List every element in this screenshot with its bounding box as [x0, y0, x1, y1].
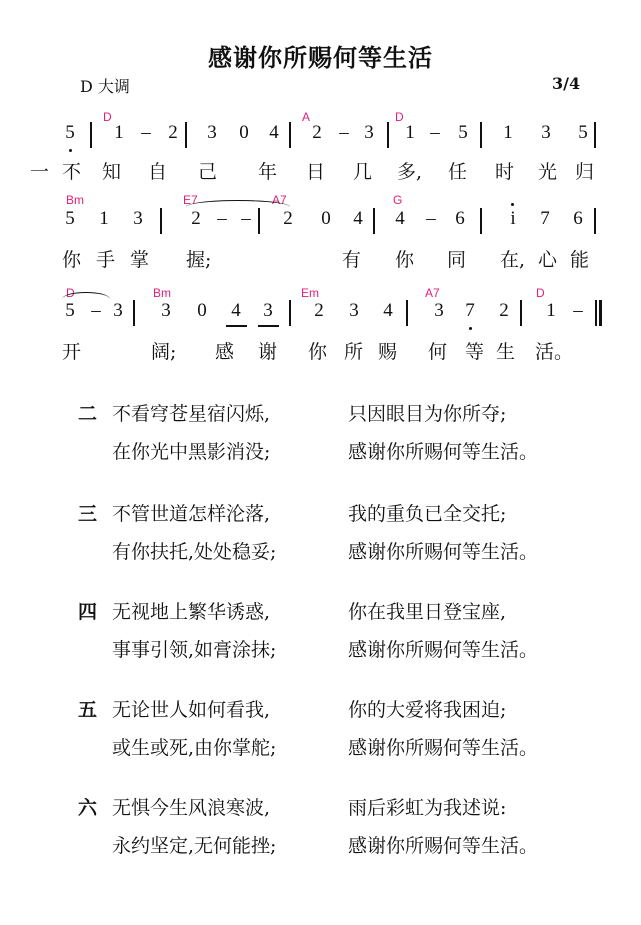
lyric-syllable: 握;	[186, 249, 212, 271]
jianpu-note: 2	[499, 300, 509, 321]
bar-line	[373, 208, 375, 234]
jianpu-note: 3	[133, 208, 143, 229]
lyric-syllable: 多,	[397, 161, 423, 183]
bar-line	[594, 122, 596, 148]
lyric-syllable: 心	[538, 249, 558, 271]
lyric-syllable: 何	[428, 341, 448, 363]
verse-line: 有你扶托,处处稳妥;	[112, 541, 277, 563]
chord-symbol: Em	[301, 286, 319, 300]
jianpu-note: 0	[197, 300, 207, 321]
lyric-syllable: 赐	[378, 341, 398, 363]
chord-symbol: G	[393, 193, 403, 207]
verse-number: 四	[78, 601, 98, 623]
verse-line: 感谢你所赐何等生活。	[348, 441, 539, 463]
jianpu-note: 3	[364, 122, 374, 143]
verse-line: 在你光中黑影消没;	[112, 441, 271, 463]
jianpu-note: 3	[207, 122, 217, 143]
verse-line: 感谢你所赐何等生活。	[348, 835, 539, 857]
jianpu-note: 2	[312, 122, 322, 143]
song-title: 感谢你所赐何等生活	[208, 43, 433, 72]
verse-line: 你在我里日登宝座,	[348, 601, 507, 623]
chord-symbol: D	[66, 286, 75, 300]
jianpu-note: –	[91, 300, 101, 321]
lyric-syllable: 不	[62, 161, 82, 183]
jianpu-note: 4	[395, 208, 405, 229]
lyric-syllable: 手	[96, 249, 116, 271]
jianpu-note: –	[426, 208, 436, 229]
lyric-syllable: 谢	[258, 341, 278, 363]
verse-line: 我的重负已全交托;	[348, 503, 507, 525]
bar-line	[185, 122, 187, 148]
jianpu-note: 2	[168, 122, 178, 143]
jianpu-note: 3	[349, 300, 359, 321]
bar-line	[289, 300, 291, 326]
jianpu-note: 3	[541, 122, 551, 143]
bar-line	[289, 122, 291, 148]
lyric-syllable: 知	[102, 161, 122, 183]
verse-line: 事事引领,如膏涂抹;	[112, 639, 277, 661]
lyric-syllable: 自	[148, 161, 168, 183]
lyric-syllable: 有	[342, 249, 362, 271]
jianpu-note: i	[510, 208, 516, 229]
verse-line: 永约坚定,无何能挫;	[112, 835, 277, 857]
jianpu-note: 3	[113, 300, 123, 321]
octave-low-dot	[469, 327, 472, 330]
chord-symbol: A7	[272, 193, 287, 207]
tie-slur	[62, 292, 110, 299]
bar-line	[480, 122, 482, 148]
chord-symbol: Bm	[153, 286, 171, 300]
jianpu-note: 6	[455, 208, 465, 229]
jianpu-note: 1	[503, 122, 513, 143]
jianpu-note: 3	[263, 300, 273, 321]
lyric-syllable: 光	[538, 161, 558, 183]
chord-symbol: D	[395, 110, 404, 124]
lyric-syllable: 几	[353, 161, 373, 183]
lyric-syllable: 阔;	[151, 341, 177, 363]
verse-line: 只因眼目为你所夺;	[348, 403, 507, 425]
verse-line: 无惧今生风浪寒波,	[112, 797, 271, 819]
jianpu-note: –	[573, 300, 583, 321]
lyric-syllable: 等	[465, 341, 485, 363]
jianpu-note: 5	[65, 300, 75, 321]
jianpu-note: –	[430, 122, 440, 143]
jianpu-note: –	[241, 208, 251, 229]
octave-high-dot	[511, 203, 514, 206]
lyric-syllable: 你	[395, 249, 415, 271]
jianpu-note: 0	[239, 122, 249, 143]
lyric-syllable: 你	[62, 249, 82, 271]
double-bar-line	[595, 300, 597, 326]
verse-number: 五	[78, 699, 98, 721]
lyric-syllable: 在,	[500, 249, 526, 271]
lyric-syllable: 开	[62, 341, 82, 363]
underline-beam	[226, 325, 247, 327]
jianpu-note: –	[339, 122, 349, 143]
verse-line: 你的大爱将我困迫;	[348, 699, 507, 721]
lyric-syllable: 任	[448, 161, 468, 183]
jianpu-note: 4	[269, 122, 279, 143]
lyric-syllable: 同	[447, 249, 467, 271]
verse-line: 感谢你所赐何等生活。	[348, 737, 539, 759]
jianpu-note: 7	[540, 208, 550, 229]
lyric-syllable: 掌	[130, 249, 150, 271]
lyric-syllable: 年	[258, 161, 278, 183]
time-signature: 3/4	[552, 74, 581, 93]
bar-line	[160, 208, 162, 234]
jianpu-note: 4	[231, 300, 241, 321]
verse-line: 感谢你所赐何等生活。	[348, 639, 539, 661]
jianpu-note: 1	[99, 208, 109, 229]
jianpu-note: –	[217, 208, 227, 229]
verse-line: 不看穹苍星宿闪烁,	[112, 403, 271, 425]
jianpu-note: 3	[161, 300, 171, 321]
lyric-syllable: 所	[344, 341, 364, 363]
verse-number: 二	[78, 403, 98, 425]
chord-symbol: D	[536, 286, 545, 300]
bar-line	[90, 122, 92, 148]
chord-symbol: A	[302, 110, 311, 124]
bar-line	[480, 208, 482, 234]
jianpu-note: 2	[283, 208, 293, 229]
bar-line	[594, 208, 596, 234]
verse-line: 无论世人如何看我,	[112, 699, 271, 721]
tie-slur	[186, 200, 290, 207]
jianpu-note: 2	[191, 208, 201, 229]
bar-line	[133, 300, 135, 326]
octave-low-dot	[69, 149, 72, 152]
bar-line	[520, 300, 522, 326]
lyric-syllable: 时	[495, 161, 515, 183]
bar-line	[258, 208, 260, 234]
bar-line	[387, 122, 389, 148]
verse-number: 三	[78, 503, 98, 525]
jianpu-note: 7	[465, 300, 475, 321]
jianpu-note: 5	[65, 208, 75, 229]
verse-line: 雨后彩虹为我述说:	[348, 797, 507, 819]
jianpu-note: 5	[578, 122, 588, 143]
lyric-syllable: 能	[570, 249, 590, 271]
lyric-syllable: 你	[308, 341, 328, 363]
jianpu-note: 1	[546, 300, 556, 321]
jianpu-note: 5	[65, 122, 75, 143]
jianpu-note: 4	[353, 208, 363, 229]
verse-line: 不管世道怎样沦落,	[112, 503, 271, 525]
jianpu-note: 1	[405, 122, 415, 143]
verse-line: 无视地上繁华诱惑,	[112, 601, 271, 623]
jianpu-note: 1	[114, 122, 124, 143]
chord-symbol: D	[103, 110, 112, 124]
chord-symbol: E7	[183, 193, 198, 207]
lyric-syllable: 生	[496, 341, 516, 363]
bar-line	[406, 300, 408, 326]
chord-symbol: A7	[425, 286, 440, 300]
lyric-syllable: 活。	[535, 341, 574, 363]
jianpu-note: 0	[321, 208, 331, 229]
lyric-syllable: 归	[575, 161, 595, 183]
lyric-syllable: 己	[198, 161, 218, 183]
verse-line: 感谢你所赐何等生活。	[348, 541, 539, 563]
jianpu-note: 3	[434, 300, 444, 321]
underline-beam	[258, 325, 279, 327]
verse-line: 或生或死,由你掌舵;	[112, 737, 277, 759]
jianpu-note: 6	[573, 208, 583, 229]
lyric-syllable: 日	[306, 161, 326, 183]
jianpu-note: 2	[314, 300, 324, 321]
jianpu-note: 5	[458, 122, 468, 143]
key-signature: D 大调	[80, 77, 130, 96]
double-bar-line	[599, 300, 602, 326]
chord-symbol: Bm	[66, 193, 84, 207]
jianpu-note: –	[141, 122, 151, 143]
lyric-syllable: 一	[30, 161, 50, 183]
verse-number: 六	[78, 797, 98, 819]
jianpu-note: 4	[383, 300, 393, 321]
lyric-syllable: 感	[215, 341, 235, 363]
